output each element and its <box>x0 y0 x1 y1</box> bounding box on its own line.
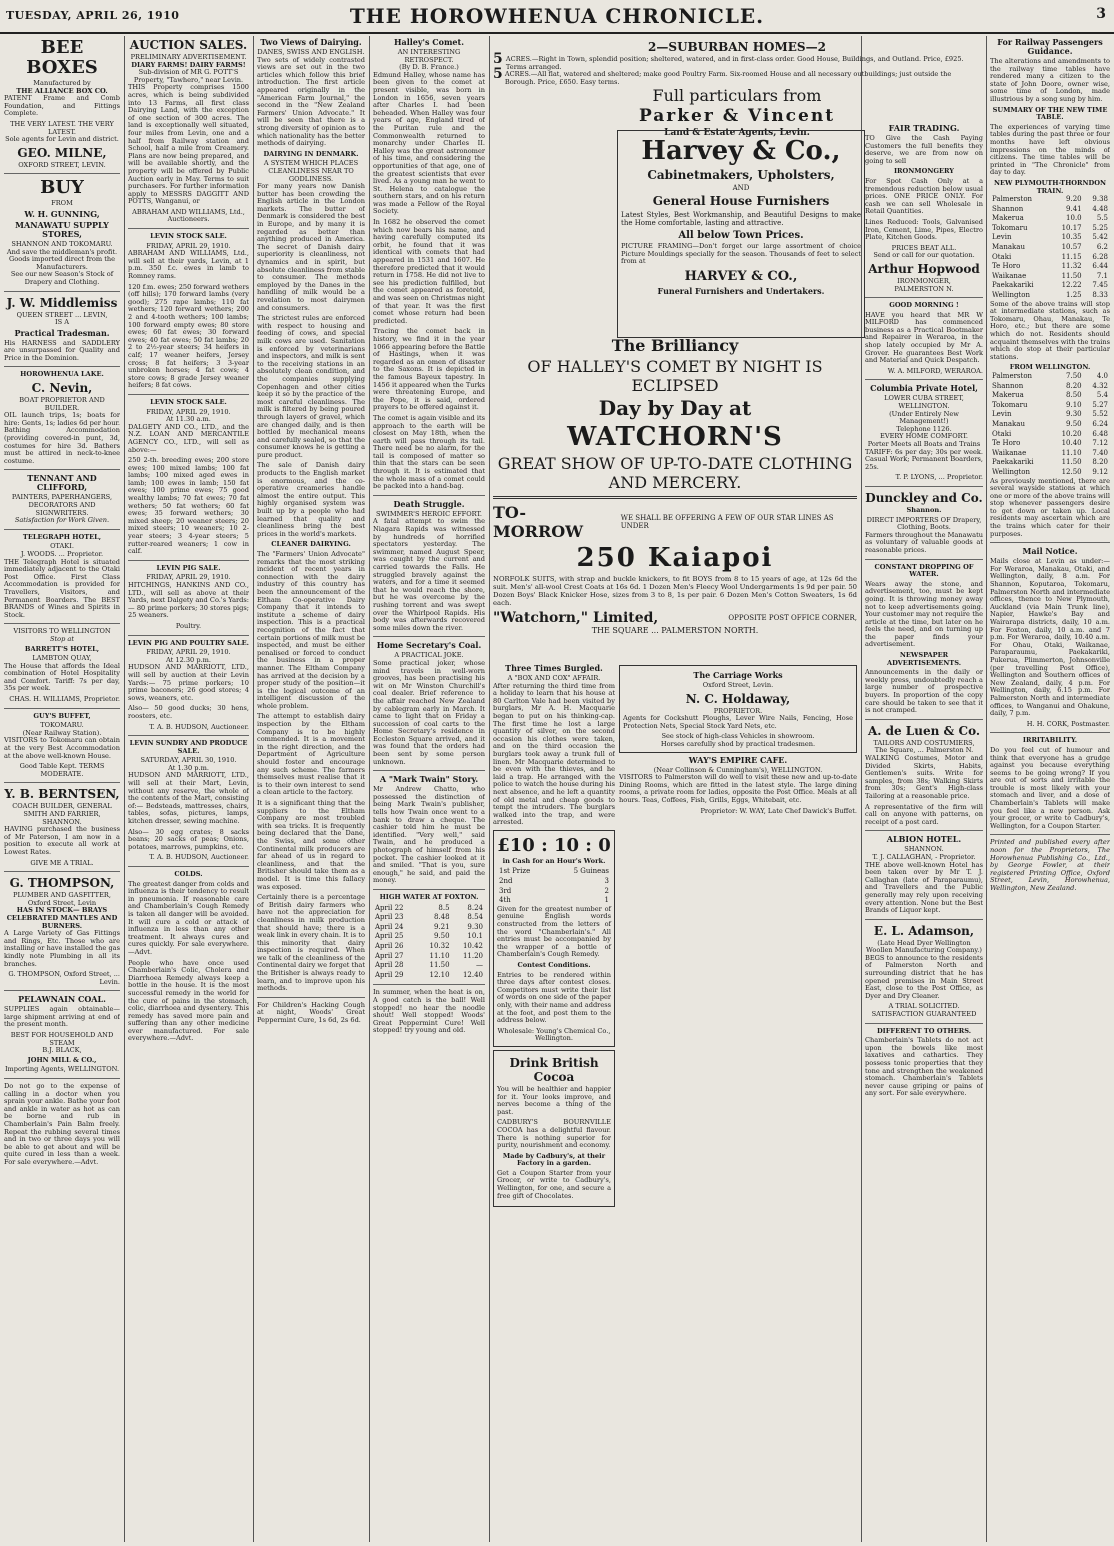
good-morning-text: HAVE you heard that MR W MILFORD has commenced business as a Practical Bootmaker and Repairer in Weraroa, in the shop lately occupied by Mr A. Grover. He guarantees Best Work and Material and Quick Despatch. <box>865 310 983 365</box>
barrett-place: LAMBTON QUAY, <box>32 654 92 663</box>
ways-text: VISITORS to Palmerston will do well to visit these new and up-to-date Dining Rooms, which are fitted in the latest style. The large dining rooms, a private room for ladies, opposite the Post Office. Meals at all hours. Teas, Coffees, Fish, Grills, Eggs, Whitebait, etc. <box>619 773 857 804</box>
middlemiss-address: QUEEN STREET ... LEVIN, <box>16 310 108 319</box>
guys-line: Good Table Kept. TERMS MODERATE. <box>19 762 105 778</box>
column-2 <box>128 36 249 1542</box>
harvey-name: Harvey & Co., <box>641 136 841 166</box>
summer-text: In summer, when the heat is on, A good catch is the ball! Well stopped! no hear the noodle shout! Well stopped! Woods' Great Peppermint Cure! Well stopped! try young and old. <box>373 988 485 1035</box>
column-rule <box>369 36 370 1542</box>
twain-text: Mr Andrew Chatto, who possessed the distinction of being Mark Twain's publisher, tells how Twain once went to a bank to draw a cheque. The cashier told him he must be identified. "Very well," said Twain, and he produced a photograph of himself from his pocket. The cashier looked at it and smiled. "That is you, sure enough," he said, and paid the money. <box>373 785 485 885</box>
home-sub: A PRACTICAL JOKE. <box>394 651 464 660</box>
levin-stock-sale: LEVIN STOCK SALE. <box>150 232 227 241</box>
carriage-stock: See stock of high-class Vehicles in showroom. <box>661 732 815 741</box>
barrett-text: The House that affords the Ideal combination of Hotel Hospitality and Comfort. Tariff: 7s per day, 35s per week. <box>4 661 120 693</box>
burgled-section <box>493 662 615 1538</box>
cond-text: Entries to be rendered within three days after contest closes. Competitors must write their list of words on one side of the paper only, with their name and address at the foot, and post them to the address below. <box>497 970 611 1025</box>
prize-row: 4th 1 <box>499 896 609 905</box>
high-water-title: HIGH WATER AT FOXTON. <box>379 892 479 901</box>
dairying-p8: Certainly there is a percentage of British dairy farmers who have not the appreciation for cleanliness in milk production that should have; there is a weak link in every chain. It is to this minority that dairy inspection is required. When we talk of the cleanliness of the Continental dairy we forget that the Britisher is always ready to learn, and to improve upon his methods. <box>257 893 365 993</box>
mail-text: Mails close at Levin as under:— For Weraroa, Manakau, Otaki, and Wellington, daily, 8 a.m. For Shannon, Koputaroa, Tokomaru, Palmerston North and intermediate offices, thence to New Plymouth, Auckland (via Main Trunk line), Napier, Hawke's Bay and Wairarapa districts, daily, 10 a.m. For Foxton, daily, 10 a.m. and 7 p.m. For Weraroa, daily, 10.40 a.m. For Ohau, Otaki, Waikanae, Paraparaumu, Paekakariki, Pukerua, Plimmerton, Johnsonville (per travelling Post Office), Wellington and Southern offices of New Zealand, daily, 4 p.m. For Wellington, daily, 6.15 p.m. For Palmerston North and intermediate offices, to Wanganui and Ohakune, daily, 7 p.m. <box>990 557 1110 718</box>
pen-text: Given for the greatest number of genuine English words constructed from the letters of the word "Chamberlain's." All entries must be accompanied by the wrapper of a bottle of Chamberlain's Cough Remedy. <box>497 904 611 959</box>
thompson-text: A Large Variety of Gas Fittings and Rings, Etc. Those who are installing or have installed the gas kindly note Plumbing in all its branches. <box>4 929 120 968</box>
timetable-row: Otaki 11.15 6.28 <box>992 252 1108 261</box>
prelim-ad: PRELIMINARY ADVERTISEMENT. <box>130 53 247 61</box>
gunning-line-2: Goods imported direct from the Manufacturers. <box>8 255 115 271</box>
berntsen-name: Y. B. BERNTSEN, <box>4 787 120 802</box>
harvey-and: AND <box>732 184 750 192</box>
friday-date-3: FRIDAY, APRIL 29, 1910. <box>146 573 231 582</box>
high-water-row: April 22 8.5 8.24 <box>375 903 483 912</box>
good-morning-sig: W. A. MILFORD, WERAROA. <box>887 366 983 375</box>
pelawnain-coal: PELAWNAIN COAL. <box>18 994 106 1005</box>
berntsen-trade: COACH BUILDER, GENERAL SMITH AND FARRIER, <box>12 802 112 818</box>
hopwood-place: PALMERSTON N. <box>894 284 954 293</box>
timetable-row: Levin 9.30 5.52 <box>992 410 1108 419</box>
columbia-addr: LOWER CUBA STREET, WELLINGTON. <box>884 394 964 411</box>
tennant-name: TENNANT AND CLIFFORD, <box>27 473 97 493</box>
carriage-title: The Carriage Works <box>693 670 783 680</box>
stock-list: 120 f.m. ewes; 250 forward wethers (off hills); 170 forward lambs (very good); 275 rape lambs; 110 fat wethers; 120 forward wethers; 200 2 and 4-tooth wethers; 100 lambs; 100 forward empty ewes; 80 store ewes; 60 fat ewes; 30 forward ewes; 40 fat ewes; 50 fat lambs; 20 2 to 2½-year steers; 34 heifers in calf; 17 weaner heifers, Jersey cross; 8 fat heifers; 3 3-year unbroken horses; 4 fat cows; 4 store cows; 8 grade Jersey weaner heifers; 8 fat cows. <box>128 282 249 390</box>
watchorn-opp: OPPOSITE POST OFFICE CORNER, <box>728 614 857 622</box>
colds-heading: COLDS. <box>174 870 203 878</box>
hopwood-name: Arthur Hopwood <box>868 261 980 276</box>
system-heading: A SYSTEM WHICH PLACES CLEANLINESS NEAR TO GODLINESS. <box>263 159 359 183</box>
ways-sub: (Near Collinson & Cunningham's), WELLINGTON. <box>653 765 823 774</box>
watchorn-kaiapoi: 250 Kaiapoi <box>576 543 774 573</box>
timetable-row: Shannon 8.20 4.32 <box>992 381 1108 390</box>
telegraph-proprietor: J. WOODS. ... Proprietor. <box>20 549 104 558</box>
saturday-date: SATURDAY, APRIL 30, 1910. <box>140 756 237 765</box>
woods-advert: For Children's Hacking Cough at night, Woods' Great Peppermint Cure, 1s 6d, 2s 6d. <box>257 1000 365 1025</box>
constant-text: Wears away the stone, and advertisement, too, must be kept going. It is throwing money away not to keep advertisements going. Your customer may not require the article at the time, but later on he feels the need, and on turning up the paper finds your advertisement. <box>865 579 983 649</box>
watchorn-footer <box>493 610 857 626</box>
guys-text: VISITORS to Tokomaru can obtain at the very Best Accommodation at the above well-known House. <box>4 736 120 760</box>
colds-text: The greatest danger from colds and influenza is their tendency to result in pneumonia. If reasonable care and Chamberlain's Cough Remedy is taken all danger will be avoided. It will cure a cold or attack of influenza in less than any other treatment. It always cures and cures quickly. For sale everywhere.—Advt. <box>128 879 249 956</box>
dalgety-text: DALGETY AND CO., LTD., and the N.Z. LOAN AND MERCANTILE AGENCY CO., LTD., will sell as above:— <box>128 422 249 454</box>
suburban-title: 2—SUBURBAN HOMES—2 <box>648 40 826 54</box>
halley-p1: Edmund Halley, whose name has been given to the comet at present visible, was born in London in 1656, seven years after Charles I. had been beheaded. When Halley was four years of age, England tired of the Puritan rule and the Commonwealth returned to monarchy under Charles II. Halley was the great astronomer of his time, and considering the opportunities of that age, one of the greatest scientists that ever lived. As a young man he went to St. Helena to catalogue the southern stars, and on his return was made a Fellow of the Royal Society. <box>373 70 485 216</box>
watchorn-name: WATCHORN'S <box>567 422 783 452</box>
dairying-p2: For many years now Danish butter has been crowding the English article in the London markets. The butter of Denmark is considered the best in Europe, and by many it is regarded as better than anything produced in America. The secret of Danish dairy superiority is cleanliness, not dynamics and in spirit, but absolute cleanliness from stable to consumer. The methods employed by the Danes in the handling of milk would be a revelation to most dairymen and consumers. <box>257 182 365 312</box>
barrett-proprietor: CHAS. H. WILLIAMS, Proprietor. <box>9 695 120 704</box>
death-heading: Death Struggle. <box>393 498 465 509</box>
harvey-sub-2: Funeral Furnishers and Undertakers. <box>657 285 825 296</box>
dairying-p1: Two sets of widely contrasted views are set out in the two articles which follow this brief introduction. The first article appeared originally in the "American Farm Journal," the second in the "New Zealand Farmers' Union Advocate." It will be seen that there is a strong diversity of opinion as to which nationality has the better methods of dairying. <box>257 55 365 148</box>
column-4 <box>373 36 485 1542</box>
parker-vincent-sub: Land & Estate Agents, Levin. <box>664 128 810 139</box>
fair-trading-prices: PRICES BEAT ALL. <box>891 243 957 252</box>
albion-prop: T. J. CALLAGHAN, - Proprietor. <box>872 852 976 861</box>
levin-pig-sale: LEVIN PIG SALE. <box>156 563 221 572</box>
column-rule <box>253 36 254 1542</box>
halley-p4: The comet is again visible and its approach to the earth will be closest on May 18th, when the earth will pass through its tail. There need be no alarm, for the tail is composed of matter so thin that the stars can be seen through it. It is estimated that the whole mass of a comet could be packed into a hand-bag. <box>373 413 485 491</box>
timetable-row: Tokomaru 9.10 5.27 <box>992 400 1108 409</box>
cond-head: Contest Conditions. <box>517 961 591 969</box>
berntsen-trial: GIVE ME A TRIAL. <box>30 858 94 867</box>
adamson-name: E. L. Adamson, <box>873 923 975 938</box>
barrett-hotel: BARRETT'S HOTEL, <box>24 644 100 653</box>
newspaper-title: THE HOROWHENUA CHRONICLE. <box>349 4 765 28</box>
bee-by: Manufactured by <box>33 79 91 87</box>
albion-place: SHANNON. <box>904 845 944 854</box>
carriage-section <box>619 662 857 1538</box>
dunckley-text: Farmers throughout the Manawatu as voluntary of valuable goods at reasonable prices. <box>865 530 983 554</box>
constant-heading: CONSTANT DROPPING OF WATER. <box>874 562 974 579</box>
cocoa-text: You will be healthier and happier for it. Your looks improve, and nerves become a thing of the past. <box>497 1084 611 1116</box>
pig-poultry-sale: LEVIN PIG AND POULTRY SALE. <box>128 638 249 647</box>
fair-trading-text: TO Give the Cash Paying Customers the full benefits they deserve, we are from now on going to sell <box>865 134 983 165</box>
high-water-row: April 24 9.21 9.30 <box>375 922 483 931</box>
watchorn-ltd: "Watchorn," Limited, <box>493 610 659 626</box>
timetable-row: Tokomaru 10.17 5.25 <box>992 223 1108 232</box>
watchorn-ad <box>493 335 857 655</box>
timetable-row: Paekakariki 11.50 8.20 <box>992 458 1108 467</box>
home-text: Some practical joker, whose mind travels in well-worn grooves, has been practising his wit on Mr Winston Churchill's coal dealer. Brief reference to the affair reached New Zealand by cablegram early in March. It came to light that on Friday a succession of coal carts to the Home Secretary's residence in Eccleston Square arrived, and it was found that the orders had been sent by some person unknown. <box>373 658 485 766</box>
timetable-row: Te Horo 11.32 6.44 <box>992 262 1108 271</box>
timetable-label-1: NEW PLYMOUTH-THORNDON TRAIN. <box>993 178 1107 195</box>
halley-by: (By D. B. France.) <box>399 63 459 72</box>
death-text: A fatal attempt to swim the Niagara Rapids was witnessed by hundreds of horrified spectators yesterday. The swimmer, named August Speer, was caught by the current and carried towards the Falls. He struggled bravely against the waters, and for a time it seemed that he would reach the shore, but he was overcome by the rushing torrent and was swept over the Whirlpool Rapids. His body was afterwards recovered some miles down the river. <box>373 517 485 632</box>
bee-agents: Sole agents for Levin and district. <box>5 135 119 144</box>
hopwood-sub: IRONMONGER, <box>897 276 951 285</box>
harvey-name-2: HARVEY & CO., <box>684 268 798 284</box>
holdaway-prop: PROPRIETOR. <box>713 706 763 715</box>
pen-sub: in Cash for an Hour's Work. <box>502 856 606 865</box>
pen-contest-box <box>493 830 615 1047</box>
holdaway-name: N. C. Holdaway, <box>685 691 791 706</box>
harvey-ad <box>617 130 865 338</box>
hudson-also: Also— 50 good ducks; 30 hens, roosters, etc. <box>128 704 249 720</box>
full-particulars: Full particulars from <box>652 86 822 106</box>
carriage-text: Agents for Cockshutt Ploughs, Lever Wire Nails, Fencing, Hose Protection Nets, Special Stock Yard Nets, etc. <box>623 714 853 730</box>
column-rule <box>986 36 987 1542</box>
levin-stock-sale-2: LEVIN STOCK SALE. <box>150 397 227 406</box>
high-water-row: April 26 10.32 10.42 <box>375 941 483 950</box>
high-water-row: April 25 9.50 10.1 <box>375 932 483 941</box>
suburban-prop-1: 5 ACRES.—Right in Town, splendid position; sheltered, watered, and in first-class order. Good House, Buildings, and Outland. Price, £925. Terms arranged. <box>493 51 964 71</box>
carriage-box <box>619 665 857 753</box>
columbia-mgmt: (Under Entirely New Management!) <box>889 409 959 426</box>
columbia-home: EVERY HOME COMFORT. <box>880 432 968 441</box>
watchorn-day: Day by Day at <box>598 396 752 420</box>
prize-row: 2nd 3 <box>499 877 609 886</box>
columbia-porter: Porter Meets all Boats and Trains <box>867 440 981 448</box>
railway-p1: The alterations and amendments to the railway time tables have rendered many a citizen to the state of John Doore, owner wise, some time of London, made illustrious by a song sung by him. <box>990 57 1110 103</box>
carriage-addr: Oxford Street, Levin. <box>702 681 774 689</box>
gunning-name: W. H. GUNNING, <box>24 208 100 219</box>
timetable-row: Levin 10.35 5.42 <box>992 233 1108 242</box>
telegraph-text: THE Telegraph Hotel is situated immediately adjacent to the Otaki Post Office. First Class Accommodation is provided for Travellers, Visitors, and Permanent Boarders. The BEST BRANDS of Wines and Spirits in Stock. <box>4 557 120 619</box>
thompson-trade: PLUMBER AND GASFITTER, Oxford Street, Levin <box>13 891 111 907</box>
halley-sub: AN INTERESTING RETROSPECT. <box>397 48 461 64</box>
timetable-row: Wellington 12.50 9.12 <box>992 467 1108 476</box>
railway-note-1: Some of the above trains will stop at intermediate stations, such as Tokomaru, Ohau, Manakau, Te Horo, etc.; but there are some which do not. Residents should acquaint themselves with the trains which do stop at their particular stations. <box>990 299 1110 361</box>
printed-imprint: Printed and published every after noon for the Proprietors, The Horowhenua Publishing Co., Ltd., by George Fowler, at their registered Printing Office, Oxford Street, Levin, Horowhenua, Wellington, New Zealand. <box>990 838 1110 892</box>
nevin-text: OIL launch trips, 1s; boats for hire: Gents, 1s; ladies 6d per hour. Bathing Accommodation (providing covered-in punt, 3d, costumes for hire 3d. Bathers must be attired in neck-to-knee costume. <box>4 411 120 465</box>
mill-name: JOHN MILL & CO., <box>27 1055 97 1064</box>
fair-trading-send: Send or call for our quotation. <box>873 251 975 260</box>
high-water-row: April 28 11.50 — <box>375 961 483 970</box>
milne-name: GEO. MILNE, <box>17 145 107 160</box>
sundry-sale: LEVIN SUNDRY AND PRODUCE SALE. <box>129 739 248 755</box>
different-heading: DIFFERENT TO OTHERS. <box>876 1026 972 1035</box>
dairying-sub: DANES, SWISS AND ENGLISH. <box>257 48 365 56</box>
burgled-sub: A "BOX AND COX" AFFAIR. <box>507 674 601 682</box>
adamson-text: BEGS to announce to the residents of Palmerston North and surrounding district that he has opened premises in Main Street East, close to the Post Office, as Dyer and Dry Cleaner. <box>865 953 983 1000</box>
bee-frames: PATENT Frame and Comb Foundation, and Fittings Complete. <box>4 94 120 118</box>
prize-row: 1st Prize 5 Guineas <box>499 867 609 876</box>
diary-farms: DIARY FARMS! DAIRY FARMS! <box>131 60 246 69</box>
friday-date-4: FRIDAY, APRIL 29, 1910. <box>146 648 231 657</box>
gunning-line-1: And save the middleman's profit. <box>6 247 118 256</box>
halley-p2: In 1682 he observed the comet which now bears his name, and having carefully computed its orbit, he found that it was identical with comets that had appeared in 1531 and 1607. He therefore predicted that it would return in 1758. He did not live to see his prediction fulfilled, but the comet appeared as foretold, and was seen on Christmas night of that year. It was the first comet whose return had been predicted. <box>373 218 485 325</box>
columbia-tel: Telephone 1126. <box>896 424 952 433</box>
masthead <box>0 0 1114 34</box>
thompson-name: G. THOMPSON, <box>9 876 115 891</box>
watchorn-brilliancy: The Brilliancy <box>611 336 739 355</box>
subdivision: Sub-division of MR G. POTT'S Property, "Tawhero," near Levin. <box>133 68 244 84</box>
timetable-row: Manakau 10.57 6.2 <box>992 243 1108 252</box>
high-water-row: April 23 8.48 8.54 <box>375 913 483 922</box>
gunning-place: SHANNON AND TOKOMARU. <box>11 239 113 248</box>
carriage-horse: Horses carefully shod by practical tradesmen. <box>660 739 816 748</box>
dairying-p6: The attempt to establish dairy inspection by the Eltham Company is to be highly commended. It is a movement in the right direction, and the Department of Agriculture should foster and encourage any such scheme. The farmers themselves must realise that it is to their own interest to send a clean article to the factory. <box>257 712 365 797</box>
buy-heading: BUY <box>40 177 84 199</box>
column-rule <box>124 36 125 1542</box>
watchorn-great: GREAT SHOW OF UP-TO-DATE CLOTHING AND MERCERY. <box>497 454 853 492</box>
prize-table <box>497 867 611 905</box>
bee-latest: THE VERY LATEST. THE VERY LATEST. <box>10 119 114 136</box>
dairying-p7: It is a significant thing that the suppliers to the Eltham Company are most troubled with sea tricks. It is frequently being declared that the Dane, the Swiss, and some other Continental milk producers are far ahead of us in regard to cleanliness, and that the Britisher should take them as a model. It is time this fallacy was exposed. <box>257 799 365 891</box>
ironmongery: IRONMONGERY <box>893 167 955 176</box>
prize-row: 3rd 2 <box>499 886 609 895</box>
wholesale: Wholesale: Young's Chemical Co., Wellington. <box>497 1026 611 1043</box>
mill-trade: Importing Agents, WELLINGTON. <box>4 1065 120 1074</box>
high-water-row: April 29 12.10 12.40 <box>375 970 483 979</box>
middlemiss-trade: Practical Tradesman. <box>14 327 110 338</box>
lake-heading: HOROWHENUA LAKE. <box>20 370 104 379</box>
fair-trading-text-2: For Spot Cash Only at a tremendous reduction below usual prices. ONE PRICE ONLY. For cash we can sell Wholesale in Retail Quantities. <box>865 176 983 216</box>
cocoa-brand: CADBURY'S BOURNVILLE COCOA has a delightful flavour. There is nothing superior for purity, nourishment and economy. <box>497 1118 611 1150</box>
sundry-also: Also— 30 egg crates; 8 sacks beans; 20 sacks of peas; Onions, potatoes, marrows, pumpkins, etc. <box>128 827 249 851</box>
timetable-row: Waikanae 11.10 7.40 <box>992 448 1108 457</box>
sundry-signature: T. A. B. HUDSON, Auctioneer. <box>149 853 249 862</box>
columbia-lyons: T. P. LYONS, ... Proprietor. <box>895 473 983 482</box>
timetable-row: Makerua 8.50 5.4 <box>992 391 1108 400</box>
timetable-1 <box>990 195 1110 301</box>
timetable-row: Palmerston 7.50 4.0 <box>992 371 1108 380</box>
adamson-satisf: SATISFACTION GUARANTEED <box>871 1010 977 1019</box>
farm-text: THIS Property comprises 1500 acres, which is being subdivided into 13 Farms, all first class Dairying Land, with the exception of one section of 300 acres. The land is exceptionally well situated, four miles from Levin, one and a half from Railway station and School, half a mile from Creamery. Plans are now being prepared, and will be available shortly, and the property will be offered by Public Auction early in May. Terms to suit purchasers. For further information apply to MESSRS DAGGITT AND POTTS, Wanganui, or <box>128 83 249 206</box>
column-1 <box>4 36 120 1542</box>
sale-time-2: At 12.30 p.m. <box>165 655 212 664</box>
deluen-text: WALKING Costumes, Motor and Divided Skirts, Habits, Gentlemen's suits. Write for samples, from 38s; Walking Skirts from 30s; Gent's High-class Tailoring at a reasonable price. <box>865 754 983 800</box>
good-morning: GOOD MORNING ! <box>889 301 959 310</box>
cork-sig: H. H. CORK, Postmaster. <box>1026 719 1110 728</box>
berntsen-text: HAVING purchased the business of Mr Paterson, I am now in a position to execute all work at Lowest Rates. <box>4 825 120 856</box>
milne-address: OXFORD STREET, LEVIN. <box>18 160 106 169</box>
cocoa-coupon: Get a Coupon Starter from your Grocer, or write to Cadbury's, Wellington, for one, and secure a free gift of Chocolates. <box>497 1168 611 1200</box>
cocoa-box <box>493 1050 615 1207</box>
abraham-williams: ABRAHAM AND WILLIAMS, Ltd., Auctioneers. <box>132 207 245 224</box>
middlemiss-is: IS A <box>55 318 69 327</box>
harvey-pic: PICTURE FRAMING—Don't forget our large assortment of choice Picture Mouldings specially for the season. Thousands of feet to select from at <box>621 242 861 266</box>
friday-date-1: FRIDAY, APRIL 29, 1910. <box>146 241 231 250</box>
dalgety-list: 250 2-th. breeding ewes; 200 store ewes; 100 mixed lambs; 100 fat lambs; 100 mixed aged ewes in lamb; 100 ewes in lamb; 150 fat ewes; 100 prime ewes; 75 good wealthy lambs; 70 fat ewes; 70 fat wethers; 50 fat wethers; 60 fat ewes; 35 forward wethers; 30 mixed sheep; 20 weaner steers; 20 mixed steers; 10 weaners; 10 2-year steers; 3 4-year steers; 5 rutter-reared weaners; 1 cow in calf. <box>128 456 249 556</box>
timetable-row: Makerua 10.0 5.5 <box>992 214 1108 223</box>
denmark-heading: DAIRYING IN DENMARK. <box>263 149 359 158</box>
pelawnain-best: BEST FOR HOUSEHOLD AND STEAM <box>10 1031 114 1047</box>
guys-buffet: GUY'S BUFFET, <box>33 711 91 720</box>
ways-cafe: WAY'S EMPIRE CAFE. <box>688 754 788 765</box>
pelawnain-text: SUPPLIES again obtainable—large shipment arriving at end of the present month. <box>4 1005 120 1029</box>
parker-vincent: Parker & Vincent <box>638 106 836 127</box>
fair-trading-lines: Lines Reduced: Tools, Galvanised Iron, Cement, Lime, Pipes, Electro Plate, Kitchen Goods. <box>865 217 983 242</box>
dunckley-place: Shannon. <box>906 505 942 514</box>
tennant-trade: PAINTERS, PAPERHANGERS, DECORATORS AND SIGNWRITERS. <box>11 493 113 517</box>
poultry: Poultry. <box>175 621 202 630</box>
irrit-text: Do you feel cut of humour and think that everyone has a grudge against you because everything seems to be going wrong? If you are out of sorts and irritable the trouble is most likely with your stomach and liver, and a dose of Chamberlain's Tablets will make you feel like a new person. Ask your grocer, or write to Cadbury's, Wellington, for a Coupon Starter. <box>990 745 1110 830</box>
news-text: Announcements in the daily or weekly press, undoubtedly reach a large number of prospective buyers. In proportion of the copy care should be taken to see that it is not cramped. <box>865 668 983 715</box>
friday-date-2: FRIDAY, APRIL 29, 1910. <box>146 407 231 416</box>
high-water-row: April 27 11.10 11.20 <box>375 951 483 960</box>
middlemiss-text: His HARNESS and SADDLERY are unsurpassed for Quality and Price in the Dominion. <box>4 338 120 362</box>
timetable-row: Te Horo 10.40 7.12 <box>992 439 1108 448</box>
column-fair-trading <box>865 36 983 1542</box>
halley-p3: Tracing the comet back in history, we find it in the year 1066 appearing before the Battle of Hastings, when it was regarded as an omen of disaster to the Saxons. It is depicted in the famous Bayeux tapestry. In 1456 it appeared when the Turks were threatening Europe, and the Pope, it is said, ordered prayers to be offered against it. <box>373 327 485 412</box>
burgled-text: After returning the third time from a holiday to learn that his house at 80 Carlton Vale had been visited by burglars, Mr A. H. Macquarie began to put on his thinking-cap. The first time he lost a large quantity of silver, on the second occasion his clothes were taken, and on the third occasion the burglars took away a trunk full of linen. Mr Macquarie determined to be even with the thieves, and he laid a trap. He arranged with the police to watch the house during his next absence, and he left a quantity of old metal and cheap goods to tempt the intruders. The burglars walked into the trap, and were arrested. <box>493 681 615 827</box>
deluen-name: A. de Luen & Co. <box>867 723 981 738</box>
railway-p2: The experiences of varying time tables during the past three or four months have left obvious impressions on the minds of citizens. The time tables will be printed in "The Chronicle" from day to day. <box>990 122 1110 177</box>
hudson-text: HUDSON AND MARRIOTT, LTD., will sell by auction at their Levin Yards:— 75 prime porkers; 10 prime baconers; 26 good stores; 4 sows, weaners, etc. <box>128 663 249 702</box>
harvey-trade: Cabinetmakers, Upholsters, <box>647 168 835 182</box>
railway-title: For Railway Passengers Guidance. <box>997 37 1103 56</box>
timetable-row: Waikanae 11.50 7.1 <box>992 271 1108 280</box>
page-number: 3 <box>1096 6 1106 22</box>
auction-heading: AUCTION SALES. <box>129 38 248 52</box>
aw-text: ABRAHAM AND WILLIAMS, Ltd., will sell at their yards, Levin, at 1 p.m. 350 f.c. ewes in lamb to Romney rams. <box>128 249 249 281</box>
high-water-table <box>373 904 485 981</box>
watchorn-shall: WE SHALL BE OFFERING A FEW OF OUR STAR LINES AS UNDER <box>620 514 834 530</box>
irritability: IRRITABILITY. <box>1022 736 1078 745</box>
bee-boxes-heading: BEE BOXES <box>26 37 98 78</box>
hitchings-text: HITCHINGS, HANKINS AND CO., LTD., will sell as above at their Yards, next Dalgety and Co.'s Yards:— 80 prime porkers; 30 stores pigs; 25 weaners. <box>128 581 249 620</box>
death-sub: SWIMMER'S HEROIC EFFORT. <box>375 509 483 518</box>
telegraph-place: OTAKI. <box>50 542 74 551</box>
cocoa-made: Made by Cadbury's, at their Factory in a garden. <box>502 1151 606 1168</box>
guys-place: TOKOMARU. <box>40 721 84 730</box>
suburban-prop-2: 5 ACRES.—All flat, watered and sheltered; make good Poultry Farm. Six-roomed House and all necessary outbuildings; just outside the Borough. Price, £650. Easy terms. <box>493 66 952 86</box>
mail-notice: Mail Notice. <box>1022 546 1078 557</box>
pelawnain-agent: B.J. BLACK, <box>42 1046 82 1055</box>
harvey-below: All below Town Prices. <box>678 230 804 241</box>
berntsen-place: SHANNON. <box>42 817 82 826</box>
dairying-p5: The "Farmers' Union Advocate" remarks that the most striking incident of recent years in connection with the dairy industry of this country has been the announcement of the Eltham Co-operative Dairy Company that it intends to institute a scheme of dairy inspection. This is a practical recognition of the fact that certain portions of milk must be inspected, and must be either penalised or forced to conduct the business in a proper manner. The Eltham Company has arrived at the decision by a proper study of the position—it is the logical outcome of an intelligent discussion of the whole problem. <box>257 550 365 710</box>
thompson-stock: HAS IN STOCK— BRAYS CELEBRATED MANTLES AND BURNERS. <box>6 906 118 930</box>
albion-text: THE above well-known Hotel has been taken over by Mr T. J. Callaghan (late of Paraparaumu), and Travellers and the Public generally may rely upon receiving every attention. None but the Best Brands of Liquor kept. <box>865 860 983 915</box>
dunckley-trade: DIRECT IMPORTERS OF Drapery, Clothing, Boots. <box>866 515 982 532</box>
watchorn-square: THE SQUARE ... PALMERSTON NORTH. <box>591 626 759 635</box>
timetable-row: Paekakariki 12.22 7.45 <box>992 281 1108 290</box>
sundry-text: HUDSON AND MARRIOTT, LTD., will sell at their Mart, Levin, without any reserve, the whole of the contents of the Mart, consisting of:— Bedsteads, mattresses, chairs, tables, sofas, pictures, lamps, kitchen dresser, sewing machine. <box>128 771 249 826</box>
visitors-stop: Stop at <box>49 634 75 643</box>
visitors-line: VISITORS TO WELLINGTON <box>13 627 111 636</box>
adamson-trial: A TRIAL SOLICITED. <box>888 1002 960 1011</box>
deluen-trade: TAILORS AND COSTUMIERS, <box>873 738 975 747</box>
sundry-time: At 1.30 p.m. <box>168 763 209 772</box>
timetable-label-2: FROM WELLINGTON. <box>1009 363 1091 372</box>
harvey-trade-2: General House Furnishers <box>652 194 830 208</box>
nevin-trade: BOAT PROPRIETOR AND BUILDER. <box>19 396 105 412</box>
buy-from: FROM <box>51 199 73 208</box>
adamson-sub: (Late Head Dyer Wellington Woollen Manufacturing Company.) <box>866 938 982 955</box>
railway-note-2: As previously mentioned, there are several wayside stations at which one or more of the above trains will stop whenever passengers desire to get down or taken up. Local residents may ascertain which are the trains which cater for their purposes. <box>990 476 1110 538</box>
columbia-tariff: TARIFF: 6s per day; 30s per week. Casual Work; Permanent Boarders, 25s. <box>865 447 983 471</box>
timetable-row: Palmerston 9.20 9.38 <box>992 195 1108 204</box>
hudson-signature: T. A. B. HUDSON, Auctioneer. <box>149 722 249 731</box>
ways-prop: Proprietor: W. WAY, Late Chef Dawick's Buffet. <box>700 806 857 815</box>
gunning-stores: MANAWATU SUPPLY STORES, <box>15 219 109 239</box>
dairying-p4: The sale of Danish dairy products to the English market is enormous, and the co-operative creameries handle almost the entire output. This highly organised system was built up by a people who had learned that quality and cleanliness bring the best prices in the world's markets. <box>257 461 365 538</box>
watchorn-tomorrow-row <box>493 503 857 541</box>
guys-sub: (Near Railway Station). <box>22 728 102 737</box>
dairying-p3: The strictest rules are enforced with respect to housing and feeding of cows, and special milk cows are used. Sanitation is enforced by veterinarians and inspectors, and milk is sent to the receiving stations in an absolutely clean condition, and the companies supplying Copenhagen and other cities keep it so by the practice of the most careful cleanliness. The milk is filtered by being poured through layers of gravel, which are changed daily, and is then bottled by mechanical means and carefully sealed, so that the consumer knows he is getting a pure product. <box>257 314 365 459</box>
harvey-line: Latest Styles, Best Workmanship, and Beautiful Designs to make the Home comfortable, lasting and attractive. <box>621 211 861 227</box>
pain-balm-text: Do not go to the expense of calling in a doctor when you sprain your ankle. Bathe your foot and ankle in water as hot as can be borne and rub in Chamberlain's Pain Balm freely. Repeat the rubbing several times and in two or three days you will be able to get about and will be quite cured in less than a week. For sale everywhere.—Advt. <box>4 1082 120 1166</box>
timetable-row: Otaki 10.20 6.48 <box>992 429 1108 438</box>
twain-heading: A "Mark Twain" Story. <box>379 774 479 785</box>
cleaner-heading: CLEANER DAIRYING. <box>271 540 351 549</box>
column-railway <box>990 36 1110 1542</box>
pen-head: £10 : 10 : 0 <box>497 834 611 856</box>
sale-time: At 11.30 a.m. <box>166 415 211 424</box>
cocoa-title: Drink British Cocoa <box>509 1055 599 1084</box>
fair-trading-title: FAIR TRADING. <box>888 123 960 133</box>
burgled-title: Three Times Burgled. <box>505 663 603 673</box>
dairying-title: Two Views of Dairying. <box>260 37 362 47</box>
issue-date: TUESDAY, APRIL 26, 1910 <box>6 9 180 22</box>
timetable-row: Wellington 1.25 8.33 <box>992 291 1108 300</box>
watchorn-tomorrow: TO-MORROW <box>493 503 584 541</box>
timetable-2 <box>990 372 1110 478</box>
tablets-text: Chamberlain's Tablets do not act upon the bowels like most laxatives and cathartics. They possess tonic properties that they tone and strengthen the weakened stomach. Chamberlain's Tablets never cause griping or pains of any sort. For sale everywhere. <box>865 1036 983 1098</box>
gunning-line-3: See our new Season's Stock of Drapery and Clothing. <box>10 270 114 286</box>
columbia-hotel: Columbia Private Hotel, <box>870 383 978 394</box>
deluen-addr: The Square, ... Palmerston N. <box>874 746 974 755</box>
watchorn-list: NORFOLK SUITS, with strap and buckle knickers, to fit BOYS from 8 to 15 years of age, at 12s 6d the suit. Men's' all-wool Crest Coats at 16s 6d. 1 Dozen Men's Fleecy Wool Undergarments 1s 9d per pair. 50 Dozen Boys' Black Knicker Hose, sizes from 3 to 8, 1s per pair. 6 Dozen Men's Cotton Sweaters, 1s 6d each. <box>493 575 857 607</box>
column-rule <box>489 36 490 1542</box>
railway-summary: SUMMARY OF THE NEW TIME TABLE. <box>992 105 1108 122</box>
news-heading: NEWSPAPER ADVERTISEMENTS. <box>886 651 962 667</box>
chamberlain-text: People who have once used Chamberlain's Colic, Cholera and Diarrhoea Remedy always keep a bottle in the house. It is the most successful remedy in the world for the cure of pains in the stomach, colic, diarrhoea and dysentery. This remedy has saved more pain and suffering than any other medicine ever manufactured. For sale everywhere.—Advt. <box>128 958 249 1043</box>
thompson-signature: G. THOMPSON, Oxford Street, ... Levin. <box>8 970 120 986</box>
deluen-line: A representative of the firm will call on anyone with patterns, on receipt of a post card. <box>865 802 983 826</box>
timetable-row: Manakau 9.50 6.24 <box>992 419 1108 428</box>
telegraph-hotel: TELEGRAPH HOTEL, <box>22 532 102 541</box>
tennant-line: Satisfaction for Work Given. <box>14 516 110 525</box>
middlemiss-name: J. W. Middlemiss <box>6 295 118 310</box>
albion-hotel: ALBION HOTEL. <box>886 834 962 845</box>
column-3 <box>257 36 365 1542</box>
home-heading: Home Secretary's Coal. <box>376 640 482 651</box>
dunckley-name: Dunckley and Co. <box>865 490 983 505</box>
nevin-name: C. Nevin, <box>31 381 93 396</box>
bee-company: THE ALLIANCE BOX CO. <box>16 86 108 95</box>
watchorn-of: OF HALLEY'S COMET BY NIGHT IS ECLIPSED <box>527 357 823 395</box>
timetable-row: Shannon 9.41 4.48 <box>992 204 1108 213</box>
halley-title: Halley's Comet. <box>393 37 465 47</box>
